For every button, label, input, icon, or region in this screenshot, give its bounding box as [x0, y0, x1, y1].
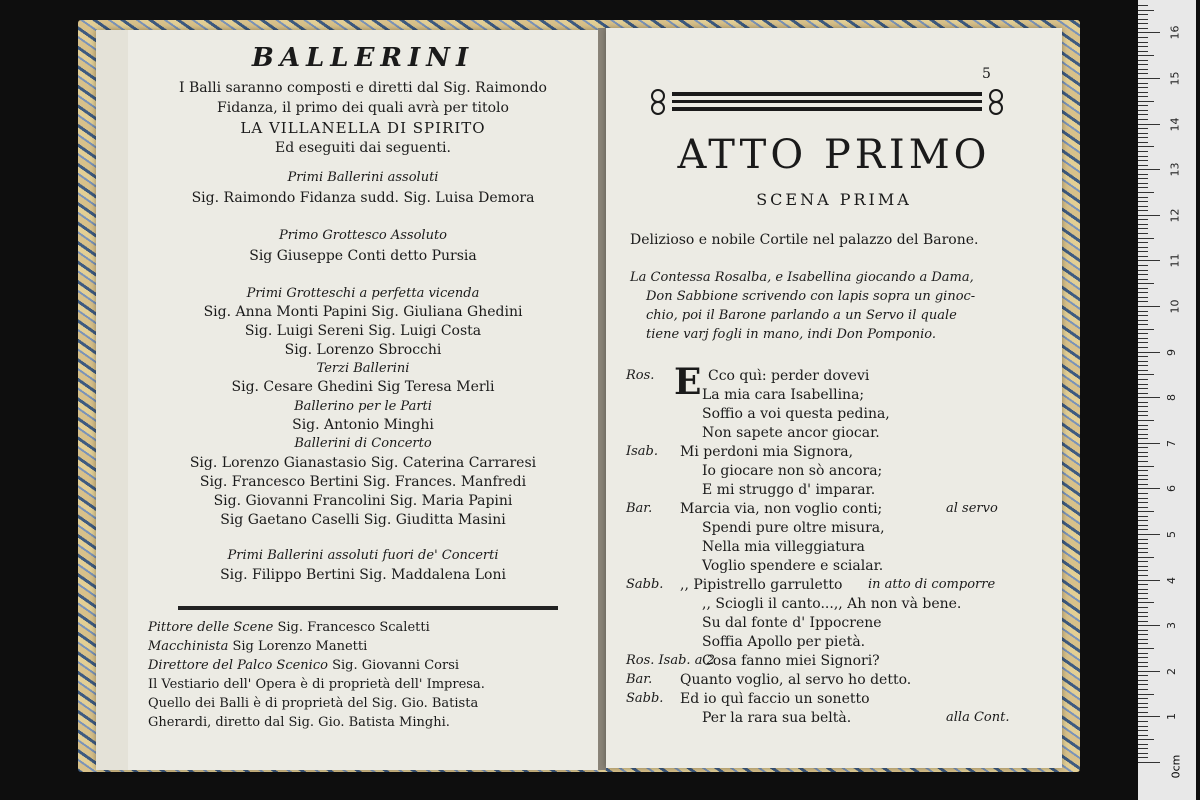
ruler-tick	[1138, 589, 1148, 590]
ruler-tick	[1138, 274, 1148, 275]
closing-line-1: Il Vestiario dell' Opera è di proprietà dell' Impresa.	[148, 677, 485, 692]
ruler-number: 6	[1165, 485, 1178, 493]
ruler-tick	[1138, 612, 1148, 613]
ruler-tick	[1138, 488, 1160, 489]
intro-line-4: Ed eseguiti dai seguenti.	[275, 140, 451, 156]
ruler-tick	[1138, 73, 1148, 74]
grotteschi-heading: Primi Grotteschi a perfetta vicenda	[246, 286, 480, 301]
speaker-label: Ros. Isab. a 2	[626, 653, 715, 668]
ruler-tick	[1138, 201, 1148, 202]
ruler-tick	[1138, 730, 1148, 731]
ruler-tick	[1138, 470, 1148, 471]
ruler-tick	[1138, 675, 1148, 676]
dialogue-line: Io giocare non sò ancora;	[702, 463, 883, 479]
ruler-number: 8	[1165, 394, 1178, 402]
credit-name-1: Sig. Francesco Scaletti	[273, 620, 430, 635]
ruler-tick	[1138, 114, 1148, 115]
ruler-number: 2	[1165, 667, 1178, 675]
speaker-label: Bar.	[626, 501, 653, 516]
page-number: 5	[982, 66, 991, 82]
ruler-tick	[1138, 753, 1148, 754]
ruler-tick	[1138, 142, 1148, 143]
ruler-tick	[1138, 178, 1148, 179]
closing-line-3: Gherardi, diretto dal Sig. Gio. Batista Minghi.	[148, 715, 450, 730]
ruler-tick	[1138, 292, 1148, 293]
scene-title: SCENA PRIMA	[756, 190, 912, 209]
ruler-tick	[1138, 452, 1148, 453]
ruler-number: 12	[1168, 208, 1182, 223]
book-gutter	[598, 28, 606, 770]
ruler-tick	[1138, 707, 1148, 708]
ruler-tick	[1138, 105, 1148, 106]
intro-line-2: Fidanza, il primo dei quali avrà per titolo	[217, 100, 509, 116]
primi-line: Sig. Raimondo Fidanza sudd. Sig. Luisa Demora	[191, 190, 535, 206]
stage-direction-3: chio, poi il Barone parlando a un Servo il quale	[646, 308, 957, 323]
ruler-tick	[1138, 397, 1160, 398]
ruler-tick	[1138, 757, 1148, 758]
ruler-tick	[1138, 133, 1148, 134]
dialogue-line: ,, Pipistrello garruletto	[680, 577, 843, 593]
ruler-number: 11	[1168, 253, 1182, 268]
primi-heading: Primi Ballerini assoluti	[287, 170, 439, 185]
ruler-tick	[1138, 666, 1148, 667]
concerto-line-3: Sig. Giovanni Francolini Sig. Maria Papini	[213, 493, 513, 509]
ruler-tick	[1138, 119, 1148, 120]
ruler-tick	[1138, 60, 1148, 61]
ruler-tick	[1138, 680, 1148, 681]
ruler-tick	[1138, 32, 1160, 33]
ruler-number: 7	[1165, 439, 1178, 447]
ruler-tick	[1138, 716, 1160, 717]
stage-direction-4: tiene varj fogli in mano, indi Don Pomponio.	[646, 327, 937, 342]
ruler-tick	[1138, 301, 1148, 302]
ruler-tick	[1138, 311, 1148, 312]
speaker-label: Ros.	[626, 368, 655, 383]
concerto-line-1: Sig. Lorenzo Gianastasio Sig. Caterina Carraresi	[189, 455, 537, 471]
ruler-tick	[1138, 270, 1148, 271]
dialogue-line: La mia cara Isabellina;	[702, 387, 865, 403]
ruler-tick	[1138, 570, 1148, 571]
ruler-tick	[1138, 242, 1148, 243]
ruler-tick	[1138, 28, 1148, 29]
parti-line: Sig. Antonio Minghi	[292, 417, 434, 433]
ruler-tick	[1138, 438, 1148, 439]
dialogue-line: Su dal fonte d' Ippocrene	[702, 615, 882, 631]
dialogue-line: Cco quì: perder dovevi	[708, 368, 870, 384]
dialogue-line: Mi perdoni mia Signora,	[680, 444, 854, 460]
ruler-tick	[1138, 206, 1148, 207]
dialogue-line: E mi struggo d' imparar.	[702, 482, 876, 498]
ruler-tick	[1138, 735, 1148, 736]
fuori-line: Sig. Filippo Bertini Sig. Maddalena Loni	[220, 567, 506, 583]
ruler-tick	[1138, 347, 1148, 348]
ruler-tick	[1138, 342, 1148, 343]
ruler-tick	[1138, 566, 1148, 567]
ruler-tick	[1138, 315, 1148, 316]
ruler-number: 16	[1168, 25, 1182, 40]
ruler-tick	[1138, 224, 1148, 225]
ruler-number: 15	[1168, 71, 1182, 86]
ruler-tick	[1138, 393, 1148, 394]
ruler-tick	[1138, 443, 1160, 444]
ruler-tick	[1138, 580, 1160, 581]
ruler-tick	[1138, 616, 1148, 617]
ruler-tick	[1138, 425, 1148, 426]
stage-direction-1: La Contessa Rosalba, e Isabellina giocando a Dama,	[630, 270, 974, 285]
ruler-tick	[1138, 379, 1148, 380]
dialogue-line: Nella mia villeggiatura	[702, 539, 865, 555]
dialogue-line: Per la rara sua beltà.	[702, 710, 852, 726]
ruler-tick	[1138, 684, 1148, 685]
ruler-tick	[1138, 210, 1148, 211]
ruler-tick	[1138, 593, 1148, 594]
ruler-tick	[1138, 352, 1160, 353]
ruler-tick	[1138, 96, 1148, 97]
ruler-tick	[1138, 406, 1148, 407]
parti-heading: Ballerino per le Parti	[294, 399, 432, 414]
intro-line-1: I Balli saranno composti e diretti dal Sig. Raimondo	[179, 80, 547, 96]
grotteschi-line-2: Sig. Luigi Sereni Sig. Luigi Costa	[244, 323, 482, 339]
ruler-tick	[1138, 333, 1148, 334]
credit-role-3: Direttore del Palco Scenico	[148, 658, 328, 673]
ruler-tick	[1138, 598, 1148, 599]
ruler-tick	[1138, 228, 1148, 229]
section-divider	[178, 606, 558, 610]
credit-line-2	[148, 639, 367, 655]
ruler-tick	[1138, 51, 1148, 52]
aside-direction: al servo	[946, 501, 998, 516]
ruler-tick	[1138, 365, 1148, 366]
ruler-tick	[1138, 584, 1148, 585]
ruler-tick	[1138, 101, 1154, 102]
ruler-number: 10	[1168, 299, 1182, 314]
left-page	[96, 30, 598, 770]
ruler-number: 14	[1168, 117, 1182, 132]
ruler-tick	[1138, 92, 1148, 93]
dialogue-line: Cosa fanno miei Signori?	[702, 653, 880, 669]
ruler-tick	[1138, 479, 1148, 480]
ruler-tick	[1138, 475, 1148, 476]
speaker-label: Sabb.	[626, 691, 664, 706]
dialogue-line: Quanto voglio, al servo ho detto.	[680, 672, 912, 688]
ruler-tick	[1138, 511, 1154, 512]
ruler-tick	[1138, 64, 1148, 65]
ballet-title: LA VILLANELLA DI SPIRITO	[240, 119, 486, 137]
ruler-tick	[1138, 639, 1148, 640]
ruler-tick	[1138, 78, 1160, 79]
ruler-tick	[1138, 402, 1148, 403]
ruler-tick	[1138, 744, 1148, 745]
ruler-tick	[1138, 165, 1148, 166]
act-title: ATTO PRIMO	[677, 132, 991, 178]
measuring-ruler	[1138, 0, 1196, 800]
scene-setting: Delizioso e nobile Cortile nel palazzo del Barone.	[630, 232, 979, 248]
ruler-tick	[1138, 338, 1148, 339]
ruler-tick	[1138, 484, 1148, 485]
ruler-tick	[1138, 306, 1160, 307]
ruler-tick	[1138, 137, 1148, 138]
ruler-tick	[1138, 575, 1148, 576]
ruler-tick	[1138, 384, 1148, 385]
ruler-tick	[1138, 748, 1148, 749]
credit-role-1: Pittore delle Scene	[148, 620, 274, 635]
credit-role-2: Macchinista	[148, 639, 229, 654]
ruler-tick	[1138, 260, 1160, 261]
ruler-tick	[1138, 694, 1154, 695]
ruler-tick	[1138, 415, 1148, 416]
ruler-tick	[1138, 621, 1148, 622]
credit-line-3	[148, 658, 459, 674]
credit-name-2: Sig Lorenzo Manetti	[228, 639, 368, 654]
ruler-tick	[1138, 256, 1148, 257]
ruler-tick	[1138, 548, 1148, 549]
ruler-tick	[1138, 466, 1154, 467]
ruler-tick	[1138, 5, 1148, 6]
ruler-tick	[1138, 557, 1154, 558]
ruler-tick	[1138, 23, 1148, 24]
grottesco-line: Sig Giuseppe Conti detto Pursia	[249, 248, 477, 264]
dialogue-line: Soffia Apollo per pietà.	[702, 634, 866, 650]
dialogue-line: Non sapete ancor giocar.	[702, 425, 880, 441]
ruler-tick	[1138, 420, 1154, 421]
grotteschi-line-3: Sig. Lorenzo Sbrocchi	[284, 342, 442, 358]
ruler-tick	[1138, 14, 1148, 15]
credit-line-1	[148, 620, 430, 636]
ruler-number: 5	[1165, 531, 1178, 538]
ruler-tick	[1138, 356, 1148, 357]
speaker-label: Bar.	[626, 672, 653, 687]
ruler-tick	[1138, 320, 1148, 321]
ruler-tick	[1138, 502, 1148, 503]
closing-line-2: Quello dei Balli è di proprietà del Sig. Gio. Batista	[148, 696, 479, 711]
ruler-tick	[1138, 238, 1154, 239]
ruler-tick	[1138, 739, 1154, 740]
ruler-tick	[1138, 447, 1148, 448]
ruler-tick	[1138, 183, 1148, 184]
ruler-tick	[1138, 324, 1148, 325]
ruler-tick	[1138, 703, 1148, 704]
dialogue-line: Marcia via, non voglio conti;	[680, 501, 883, 517]
ruler-tick	[1138, 279, 1148, 280]
ruler-tick	[1138, 602, 1154, 603]
ruler-tick	[1138, 662, 1148, 663]
ruler-tick	[1138, 169, 1160, 170]
ornament-divider-icon	[642, 86, 1012, 118]
dialogue-line: Soffio a voi questa pedina,	[702, 406, 890, 422]
ruler-tick	[1138, 689, 1148, 690]
ruler-tick	[1138, 128, 1148, 129]
ruler-tick	[1138, 461, 1148, 462]
ruler-unit: 0cm	[1169, 754, 1183, 779]
concerto-heading: Ballerini di Concerto	[294, 436, 432, 451]
ruler-tick	[1138, 643, 1148, 644]
ruler-tick	[1138, 361, 1148, 362]
left-page-title: BALLERINI	[251, 43, 475, 73]
ruler-tick	[1138, 192, 1154, 193]
concerto-line-2: Sig. Francesco Bertini Sig. Frances. Manfredi	[199, 474, 527, 490]
ruler-tick	[1138, 197, 1148, 198]
ruler-number: 1	[1165, 713, 1178, 721]
ruler-tick	[1138, 456, 1148, 457]
credit-name-3: Sig. Giovanni Corsi	[327, 658, 460, 673]
terzi-heading: Terzi Ballerini	[316, 361, 410, 376]
dialogue-line: Voglio spendere e scialar.	[702, 558, 884, 574]
ruler-tick	[1138, 69, 1148, 70]
ruler-tick	[1138, 529, 1148, 530]
ruler-tick	[1138, 247, 1148, 248]
dialogue-line: Spendi pure oltre misura,	[702, 520, 885, 536]
ruler-tick	[1138, 83, 1148, 84]
ruler-tick	[1138, 388, 1148, 389]
ruler-tick	[1138, 607, 1148, 608]
dialogue-line: Ed io quì faccio un sonetto	[680, 691, 870, 707]
ruler-tick	[1138, 219, 1148, 220]
ruler-tick	[1138, 534, 1160, 535]
concerto-line-4: Sig Gaetano Caselli Sig. Giuditta Masini	[220, 512, 506, 528]
ruler-tick	[1138, 520, 1148, 521]
ruler-tick	[1138, 561, 1148, 562]
ruler-tick	[1138, 187, 1148, 188]
ruler-tick	[1138, 329, 1154, 330]
speaker-label: Sabb.	[626, 577, 664, 592]
ruler-tick	[1138, 146, 1154, 147]
ruler-tick	[1138, 156, 1148, 157]
ruler-tick	[1138, 215, 1160, 216]
ruler-tick	[1138, 698, 1148, 699]
ruler-tick	[1138, 630, 1148, 631]
ruler-tick	[1138, 625, 1160, 626]
ruler-tick	[1138, 762, 1160, 763]
ruler-tick	[1138, 374, 1154, 375]
ruler-tick	[1138, 429, 1148, 430]
ruler-tick	[1138, 283, 1154, 284]
ruler-tick	[1138, 657, 1148, 658]
fuori-heading: Primi Ballerini assoluti fuori de' Concerti	[227, 548, 499, 563]
ruler-tick	[1138, 552, 1148, 553]
ruler-tick	[1138, 507, 1148, 508]
ruler-number: 9	[1165, 348, 1178, 356]
ruler-tick	[1138, 160, 1148, 161]
ruler-tick	[1138, 297, 1148, 298]
grottesco-heading: Primo Grottesco Assoluto	[278, 228, 448, 243]
dialogue-line: ,, Sciogli il canto...,, Ah non và bene.	[702, 596, 962, 612]
grotteschi-line-1: Sig. Anna Monti Papini Sig. Giuliana Ghedini	[203, 304, 523, 320]
ruler-tick	[1138, 653, 1148, 654]
ruler-tick	[1138, 516, 1148, 517]
aside-direction: alla Cont.	[946, 710, 1010, 725]
ruler-number: 13	[1168, 162, 1182, 177]
stage-direction-2: Don Sabbione scrivendo con lapis sopra un ginoc-	[646, 289, 976, 304]
ruler-tick	[1138, 233, 1148, 234]
ruler-tick	[1138, 648, 1154, 649]
ruler-tick	[1138, 288, 1148, 289]
ruler-tick	[1138, 55, 1154, 56]
ruler-tick	[1138, 174, 1148, 175]
ruler-tick	[1138, 110, 1148, 111]
ruler-tick	[1138, 37, 1148, 38]
ruler-tick	[1138, 265, 1148, 266]
speaker-label: Isab.	[626, 444, 659, 459]
ruler-tick	[1138, 19, 1148, 20]
ruler-tick	[1138, 10, 1154, 11]
ruler-tick	[1138, 712, 1148, 713]
ruler-tick	[1138, 493, 1148, 494]
ruler-tick	[1138, 151, 1148, 152]
terzi-line: Sig. Cesare Ghedini Sig Teresa Merli	[231, 379, 495, 395]
ruler-tick	[1138, 543, 1148, 544]
right-page	[606, 28, 1062, 768]
aside-direction: in atto di comporre	[868, 577, 996, 592]
ruler-tick	[1138, 87, 1148, 88]
ruler-number: 4	[1165, 576, 1178, 584]
ruler-tick	[1138, 726, 1148, 727]
ruler-tick	[1138, 539, 1148, 540]
ruler-tick	[1138, 46, 1148, 47]
ruler-tick	[1138, 42, 1148, 43]
ruler-tick	[1138, 498, 1148, 499]
ruler-tick	[1138, 434, 1148, 435]
ruler-tick	[1138, 370, 1148, 371]
ruler-tick	[1138, 251, 1148, 252]
ruler-tick	[1138, 671, 1160, 672]
ruler-number: 3	[1165, 622, 1178, 630]
ruler-tick	[1138, 525, 1148, 526]
drop-cap: E	[674, 361, 702, 403]
ruler-tick	[1138, 721, 1148, 722]
ruler-tick	[1138, 124, 1160, 125]
ruler-tick	[1138, 411, 1148, 412]
ruler-tick	[1138, 634, 1148, 635]
